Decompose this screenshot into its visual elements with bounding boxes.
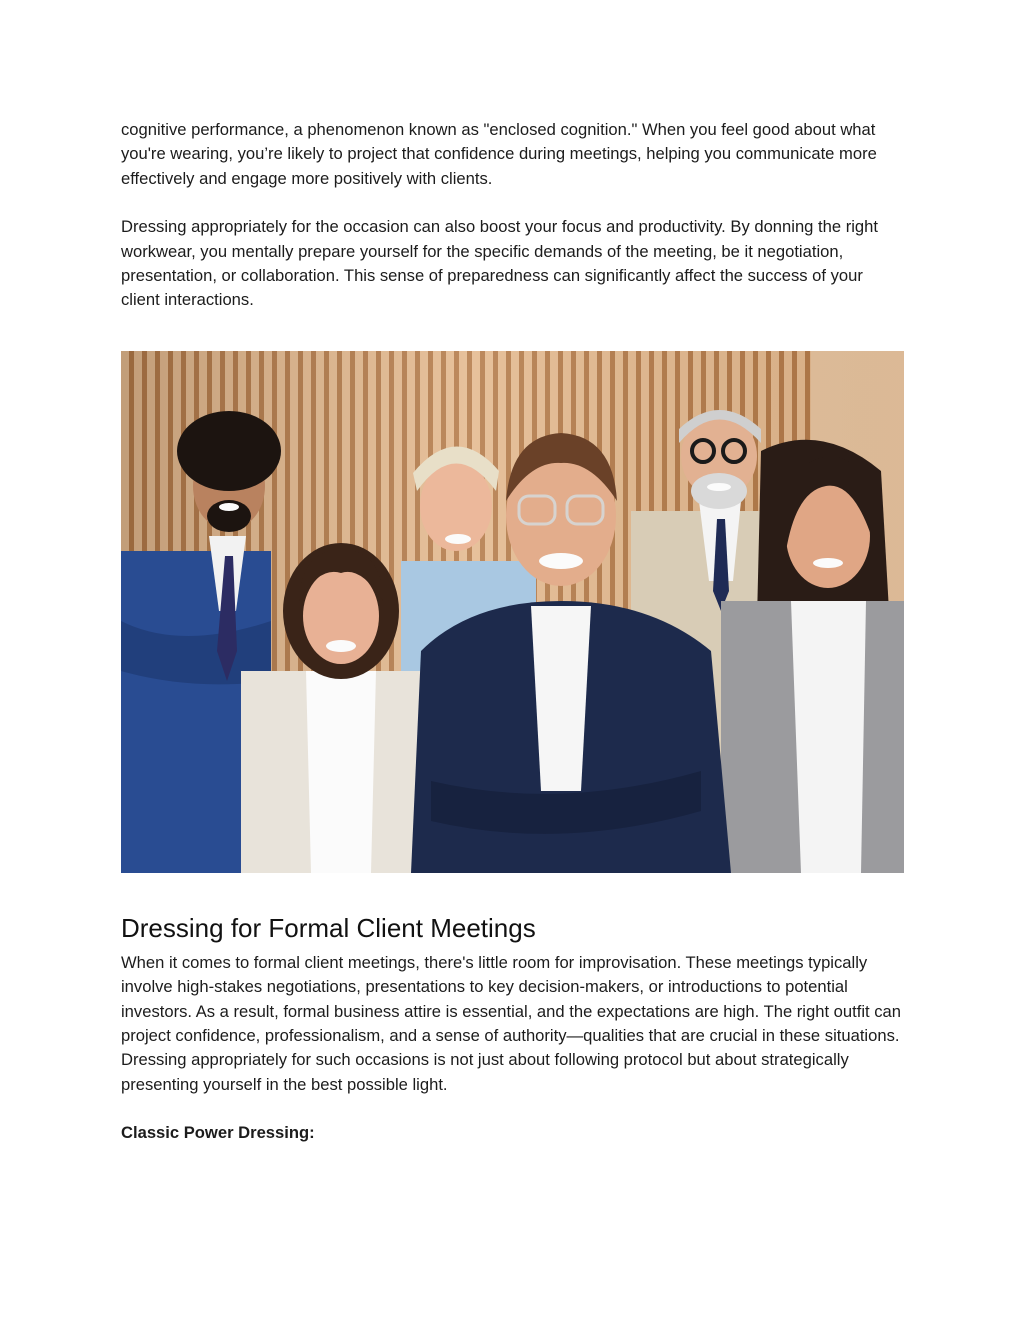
document-page <box>121 118 906 1146</box>
section-heading: Dressing for Formal Client Meetings <box>121 912 536 943</box>
business-team-illustration <box>121 351 904 873</box>
paragraph-3: When it comes to formal client meetings, there's little room for improvisation. These meetings typically involve high-stakes negotiations, presentations to key decision-makers, or introductions to potential investors. As a result, formal business attire is essential, and the expectations are high. The right outfit can project confidence, professionalism, and a sense of authority—qualities that are crucial in these situations. Dressing appropriately for such occasions is not just about following protocol but about strategically presenting yourself in the best possible light. <box>121 952 902 1094</box>
paragraph-1: cognitive performance, a phenomenon known as "enclosed cognition." When you feel good about what you're wearing, you’re likely to project that confidence during meetings, helping you communicate more effectively and engage more positively with clients. <box>121 120 877 188</box>
paragraph-2: Dressing appropriately for the occasion can also boost your focus and productivity. By donning the right workwear, you mentally prepare yourself for the specific demands of the meeting, be it negotiation, presentation, or collaboration. This sense of preparedness can significantly affect the success of your client interactions. <box>121 217 878 310</box>
business-team-photo <box>121 351 904 873</box>
subsection-label: Classic Power Dressing: <box>121 1123 315 1143</box>
